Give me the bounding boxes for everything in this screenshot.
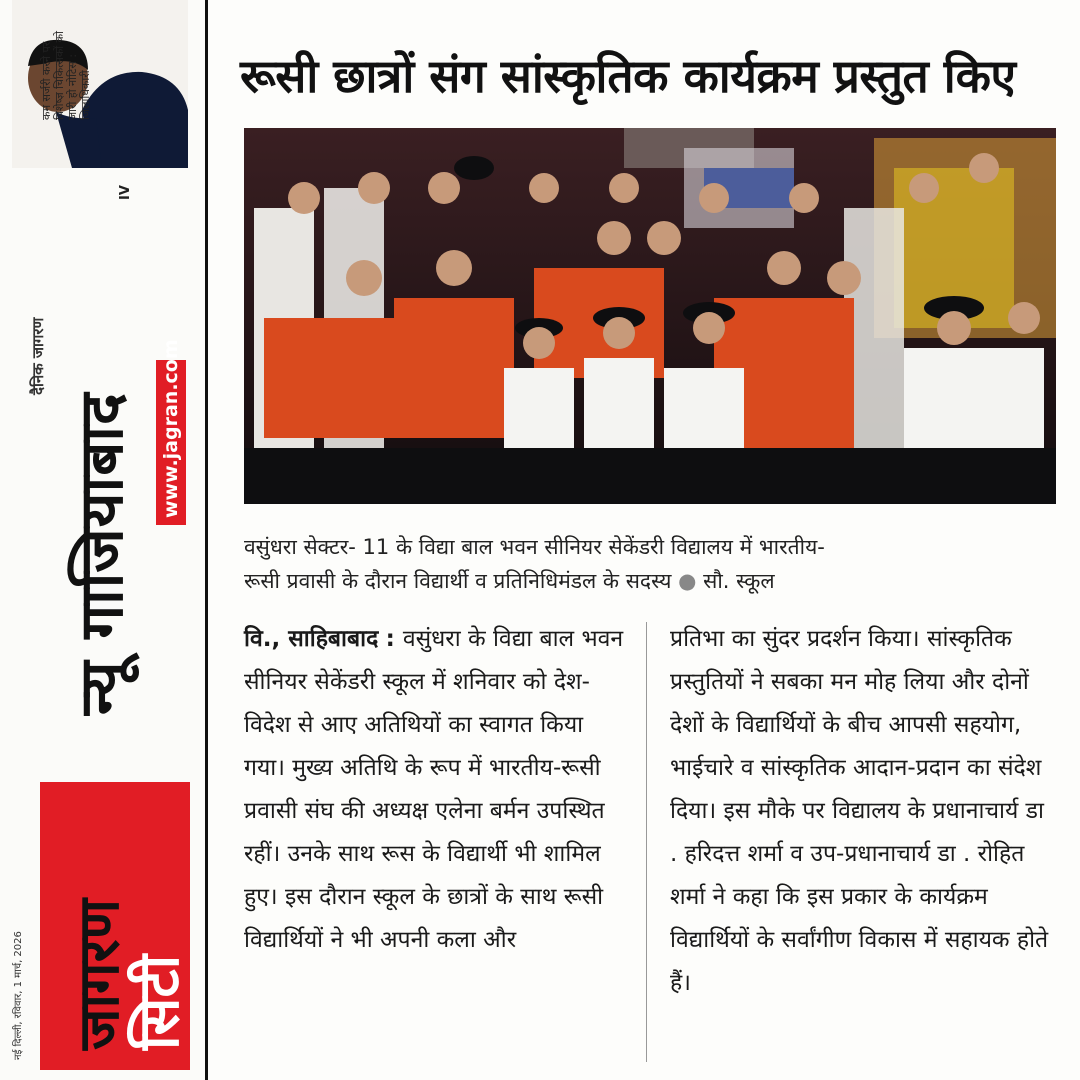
teaser-line: कम सर्जरी करने पर — [40, 41, 53, 120]
teaser-line: विशेष्ज्ञ चिकित्सकों को — [53, 31, 66, 120]
article-dateline: वि., साहिबाबाद — [244, 626, 379, 652]
teaser-page: IV — [118, 185, 133, 200]
jagran-city-bottom: सिटी — [127, 954, 192, 1050]
article-body-right: प्रतिभा का सुंदर प्रदर्शन किया। सांस्कृतिक प्रस्तुतियों ने सबका मन मोह लिया और दोनों देशों के विद्यार्थियों के बीच आपसी सहयोग, भाईचारे व सांस्कृतिक आदान-प्रदान का संदेश दिया। इस मौके पर विद्यालय के प्रधानाचार्य डा . हरिदत्त शर्मा व उप-प्रधानाचार्य डा . रोहित शर्मा ने कहा कि इस प्रकार के कार्यक्रम विद्यार्थियों के सर्वांगीण विकास में सहायक होते हैं। — [670, 626, 1049, 996]
sidebar-divider — [205, 0, 208, 1080]
column-divider — [646, 622, 647, 1062]
event-photo — [244, 128, 1056, 504]
teaser-line: जिलाधिकारी — [79, 70, 92, 120]
official-portrait — [12, 0, 188, 168]
website-link[interactable]: www.jagran.com — [160, 339, 182, 518]
article-body-left: वसुंधरा के विद्या बाल भवन सीनियर सेकेंडरी स्कूल में शनिवार को देश-विदेश से आए अतिथियों का स्वागत किया गया। मुख्य अतिथि के रूप में भारतीय-रूसी प्रवासी संघ की अध्यक्ष एलेना बर्मन उपस्थित रहीं। उनके साथ रूस के विद्यार्थी भी शामिल हुए। इस दौरान स्कूल के छात्रों के साथ रूसी विद्यार्थियों ने भी अपनी कला और — [244, 626, 624, 953]
edition-sidebar — [0, 0, 200, 1080]
jagran-city-top: जागरण — [67, 899, 132, 1050]
photo-caption — [244, 530, 1064, 598]
brand-small: दैनिक जागरण — [29, 317, 47, 395]
article-column-left — [244, 618, 624, 962]
caption-line: वसुंधरा सेक्टर- 11 के विद्या बाल भवन सीनियर सेकेंडरी विद्यालय में भारतीय- — [244, 535, 825, 559]
edition-title: न्यू गाजियाबाद — [67, 392, 137, 715]
dateline-separator: : — [385, 626, 403, 652]
edition-dateline: नई दिल्ली, रविवार, 1 मार्च, 2026 — [13, 931, 24, 1060]
sidebar-teaser — [40, 0, 90, 120]
article-column-right — [670, 618, 1050, 1005]
jagran-city-logo — [67, 899, 192, 1050]
teaser-line: जारी हो नोटिस : — [66, 53, 79, 120]
bullet-icon: ● — [678, 569, 697, 593]
photo-credit: सौ. स्कूल — [703, 569, 775, 593]
caption-line: रूसी प्रवासी के दौरान विद्यार्थी व प्रतिनिधिमंडल के सदस्य — [244, 569, 672, 593]
article-headline: रूसी छात्रों संग सांस्कृतिक कार्यक्रम प्रस्तुत किए — [240, 49, 1016, 103]
